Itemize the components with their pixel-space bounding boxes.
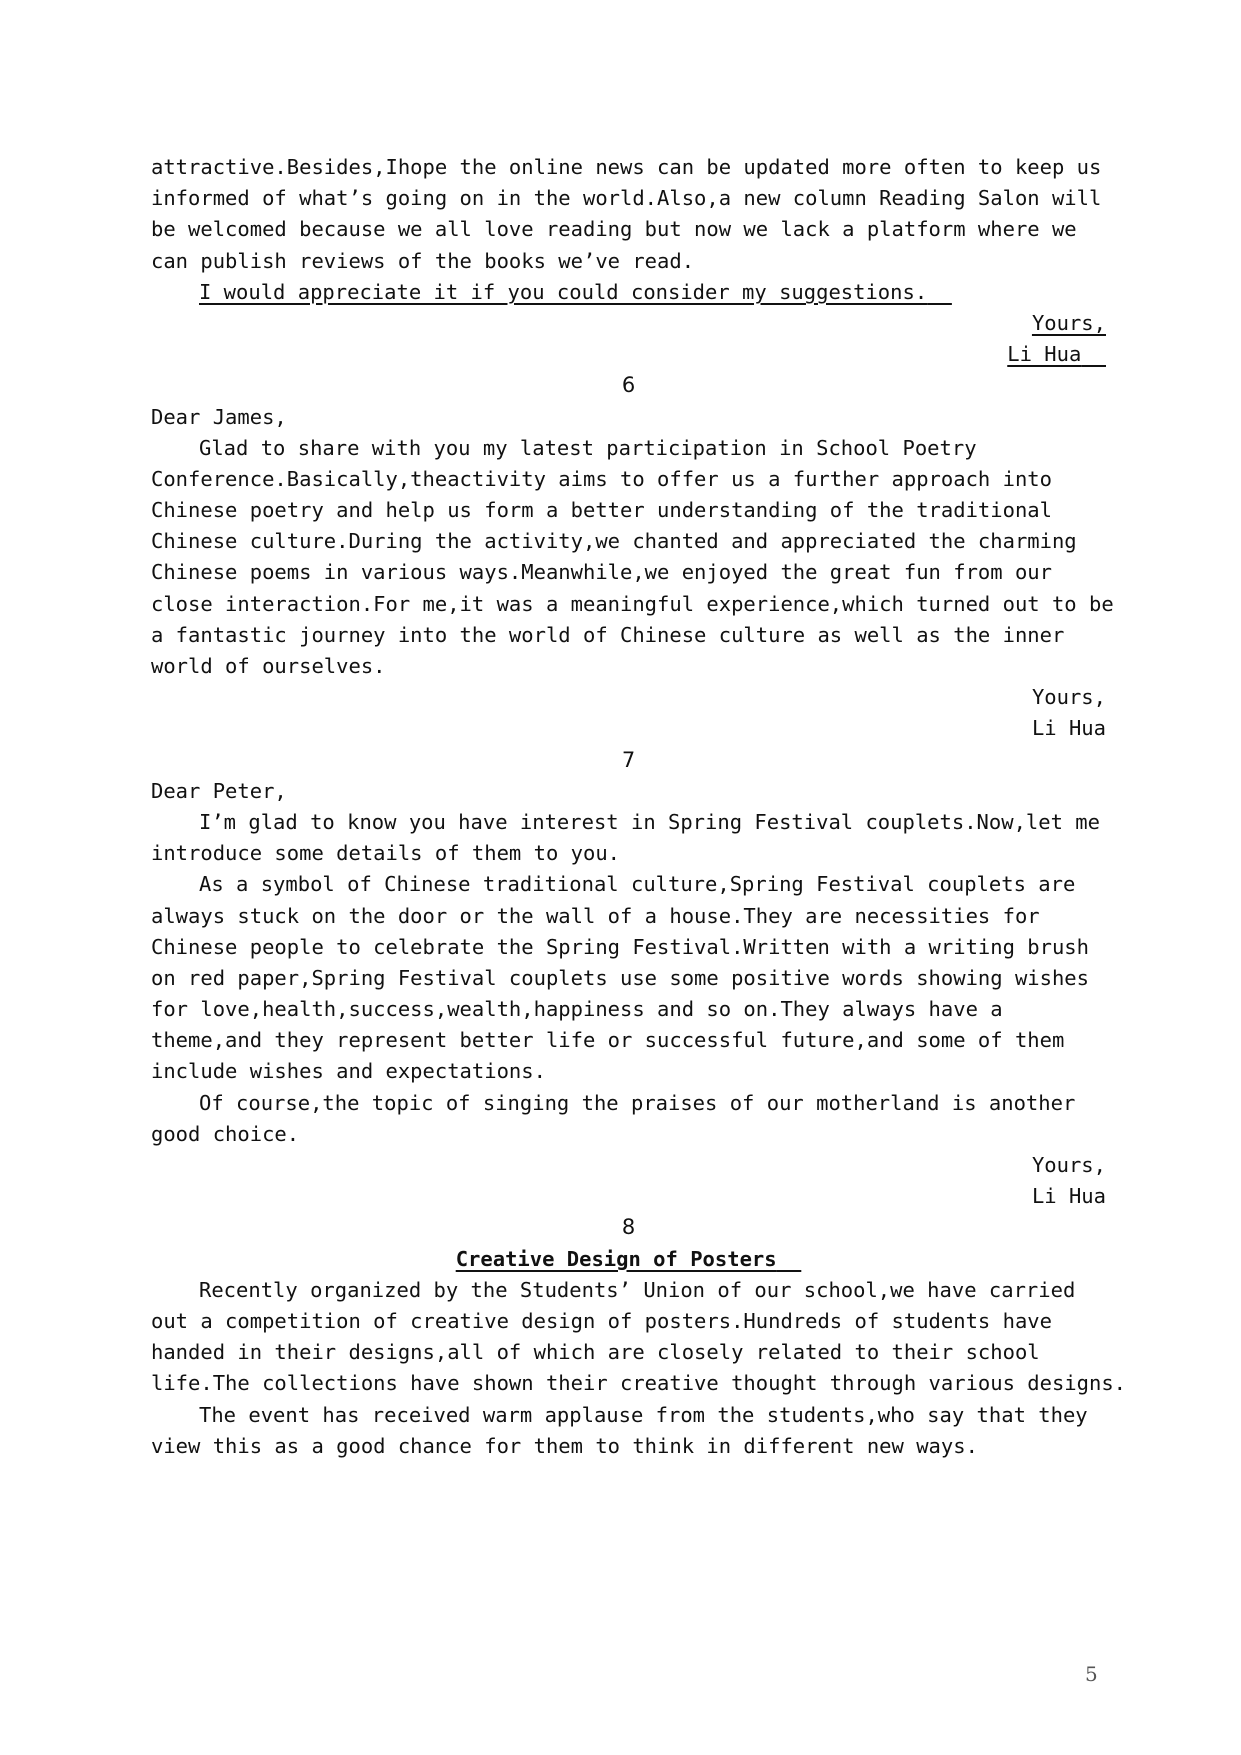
section-6 — [151, 370, 1114, 744]
text-line: Conference.Basically,theactivity aims to offer us a further approach into — [151, 466, 1052, 491]
text-line: life.The collections have shown their creative thought through various designs. — [151, 1371, 1127, 1396]
section-number: 8 — [621, 1215, 636, 1240]
section-number: 7 — [621, 747, 636, 772]
signature: Li Hua — [1031, 716, 1106, 741]
section-number: 6 — [621, 373, 636, 398]
text-line: out a competition of creative design of posters.Hundreds of students have — [151, 1308, 1052, 1333]
text-line: handed in their designs,all of which are closely related to their school — [151, 1340, 1040, 1365]
text-line: The event has received warm applause from the students,who say that they — [199, 1402, 1088, 1427]
text-line: can publish reviews of the books we’ve read. — [151, 248, 695, 273]
text-line: attractive.Besides,Ihope the online news can be updated more often to keep us — [151, 155, 1102, 179]
greeting: Dear Peter, — [151, 778, 287, 803]
signoff: Yours, — [1031, 310, 1106, 335]
text-line: always stuck on the door or the wall of a house.They are necessities for — [151, 903, 1040, 928]
text-line: on red paper,Spring Festival couplets use some positive words showing wishes — [151, 965, 1089, 990]
text-line: view this as a good chance for them to think in different new ways. — [151, 1433, 978, 1458]
signoff: Yours, — [1031, 1153, 1106, 1177]
closing-line — [151, 277, 1106, 308]
text-line: Recently organized by the Students’ Union of our school,we have carried — [199, 1277, 1076, 1302]
text-line: Chinese poetry and help us form a better understanding of the traditional — [151, 498, 1052, 523]
text-line: Chinese poems in various ways.Meanwhile,we enjoyed the great fun from our — [151, 560, 1052, 585]
text-line: introduce some details of them to you. — [151, 841, 620, 866]
text-line: for love,health,success,wealth,happiness and so on.They always have a — [151, 997, 1003, 1022]
page-number: 5 — [1085, 1662, 1098, 1686]
text-line: Glad to share with you my latest participation in School Poetry — [199, 435, 977, 460]
text-line: close interaction.For me,it was a meaningful experience,which turned out to be — [151, 591, 1114, 616]
text-line: good choice. — [151, 1121, 300, 1146]
text-line: include wishes and expectations. — [151, 1059, 546, 1084]
signoff: Yours, — [1031, 685, 1106, 710]
signature: Li Hua — [1031, 1184, 1106, 1209]
text-line: informed of what’s going on in the world.Also,a new column Reading Salon will — [151, 186, 1102, 211]
text-line: a fantastic journey into the world of Chinese culture as well as the inner — [151, 622, 1065, 647]
article-title: Creative Design of Posters — [455, 1246, 777, 1271]
text-line: I’m glad to know you have interest in Spring Festival couplets.Now,let me — [199, 809, 1100, 834]
text-line: As a symbol of Chinese traditional culture,Spring Festival couplets are — [199, 872, 1076, 897]
greeting: Dear James, — [151, 404, 287, 429]
signature: Li Hua — [1007, 342, 1082, 367]
document-page — [151, 152, 1127, 1462]
text-line: Of course,the topic of singing the praises of our motherland is another — [199, 1090, 1076, 1115]
text-line: be welcomed because we all love reading but now we lack a platform where we — [151, 217, 1077, 242]
text-line: Chinese culture.During the activity,we chanted and appreciated the charming — [151, 529, 1077, 554]
text-line: Chinese people to celebrate the Spring Festival.Written with a writing brush — [151, 934, 1089, 959]
closing-text: I would appreciate it if you could consider my suggestions. — [199, 279, 928, 304]
section-5-body — [151, 152, 1106, 370]
text-line: theme,and they represent better life or successful future,and some of them — [151, 1028, 1065, 1053]
section-8 — [151, 1212, 1127, 1462]
section-7 — [151, 745, 1106, 1213]
text-line: world of ourselves. — [151, 654, 386, 678]
